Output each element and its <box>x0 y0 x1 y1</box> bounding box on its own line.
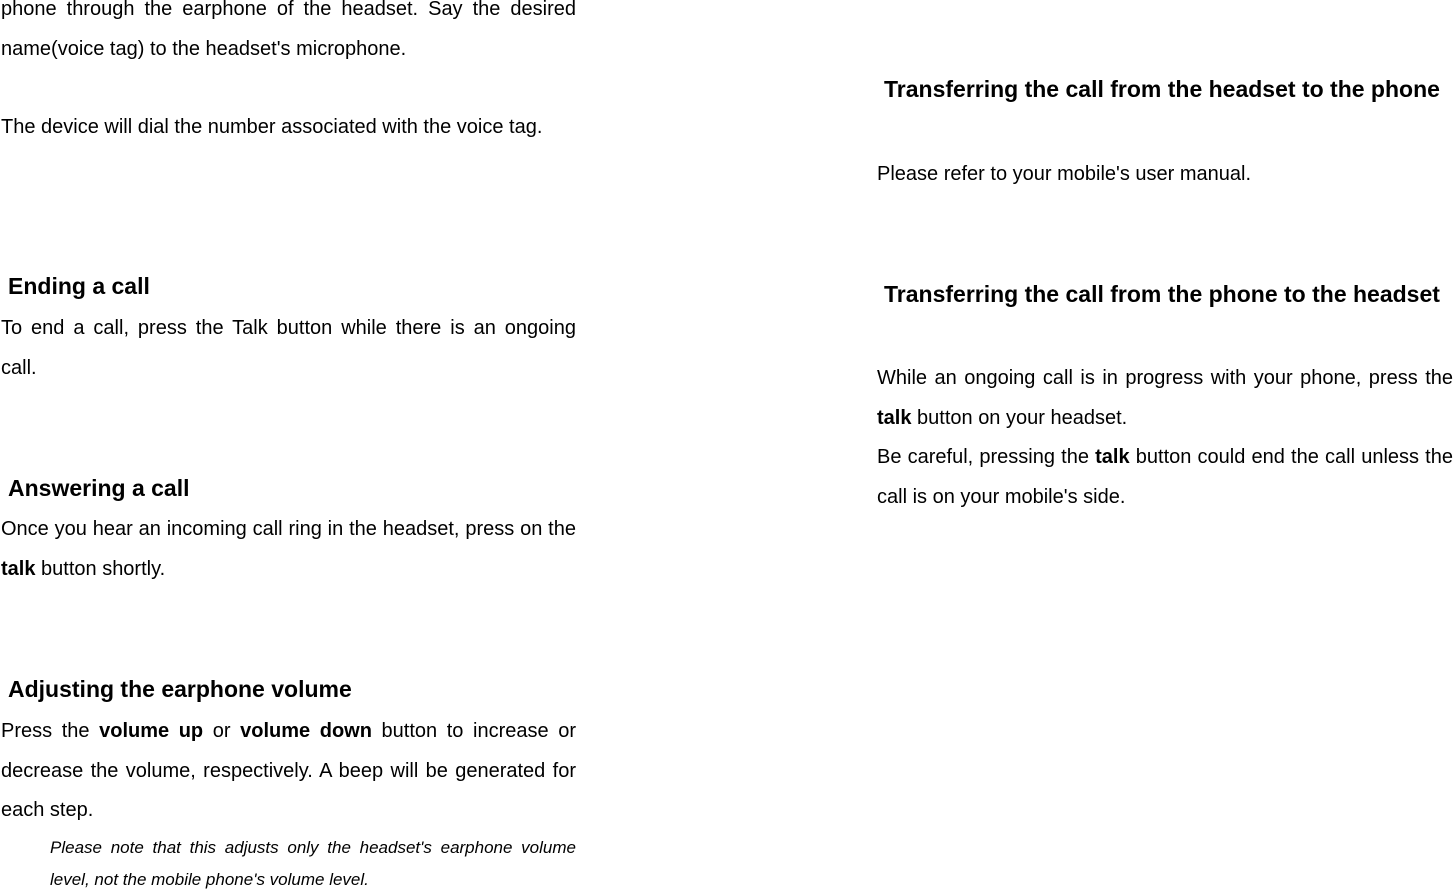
voice-dial-continuation: phone through the earphone of the headset. Say the desired name(voice tag) to the headset's microphone. <box>1 0 576 60</box>
transfer-to-headset-text: While an ongoing call is in progress with your phone, press the talk button on your headset. <box>877 367 1453 429</box>
transfer-warning-text: Be careful, pressing the talk button could end the call unless the call is on your mobile's side. <box>877 446 1453 508</box>
voice-dial-result: The device will dial the number associated with the voice tag. <box>1 116 543 138</box>
answering-call-heading: Answering a call <box>8 475 190 501</box>
transfer-to-phone-heading: Transferring the call from the headset to the phone <box>884 76 1440 102</box>
adjusting-volume-text: Press the volume up or volume down button to increase or decrease the volume, respectively. A beep will be generated for each step. <box>1 720 576 821</box>
transfer-to-headset-heading: Transferring the call from the phone to the headset <box>884 281 1440 307</box>
ending-call-text: To end a call, press the Talk button while there is an ongoing call. <box>1 317 576 379</box>
ending-call-heading: Ending a call <box>8 273 150 299</box>
adjusting-volume-heading: Adjusting the earphone volume <box>8 676 352 702</box>
volume-note: Please note that this adjusts only the headset's earphone volume level, not the mobile phone's volume level. <box>50 838 576 889</box>
transfer-to-phone-text: Please refer to your mobile's user manual. <box>877 163 1251 185</box>
answering-call-text: Once you hear an incoming call ring in the headset, press on the talk button shortly. <box>1 518 576 580</box>
